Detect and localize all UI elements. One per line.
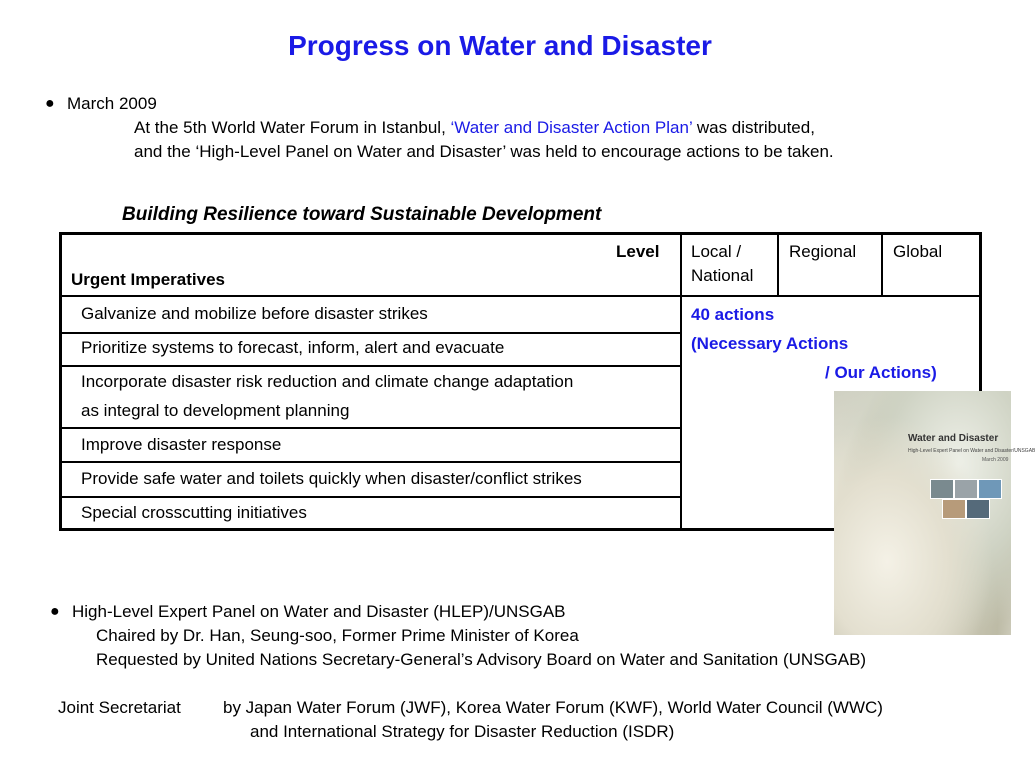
table-row: Special crosscutting initiatives (81, 503, 307, 522)
section1-line1-post: was distributed, (692, 118, 815, 137)
secretariat-line2: and International Strategy for Disaster Reduction (ISDR) (250, 722, 675, 741)
cover-date: March 2009 (982, 457, 1009, 463)
actions-necessary: (Necessary Actions (691, 334, 849, 353)
table-row: Improve disaster response (81, 435, 282, 454)
table-row: Galvanize and mobilize before disaster strikes (81, 304, 428, 323)
section1-line1 (134, 116, 815, 140)
col-local-header-2: National (691, 266, 754, 285)
hlep-title: High-Level Expert Panel on Water and Disaster (HLEP)/UNSGAB (72, 602, 566, 621)
table-divider (59, 496, 681, 498)
table-divider (59, 295, 982, 297)
table-divider (777, 232, 779, 296)
section1-line2: and the ‘High-Level Panel on Water and Disaster’ was held to encourage actions to be taken. (134, 142, 834, 161)
cover-title: Water and Disaster (908, 433, 999, 444)
secretariat-label: Joint Secretariat (58, 698, 181, 717)
table-row: Prioritize systems to forecast, inform, alert and evacuate (81, 338, 505, 357)
table-divider (59, 427, 681, 429)
table-divider (59, 461, 681, 463)
table-divider (680, 232, 682, 531)
secretariat-line1: by Japan Water Forum (JWF), Korea Water Forum (KWF), World Water Council (WWC) (223, 698, 883, 717)
page-title: Progress on Water and Disaster (288, 30, 712, 61)
cover-photo-thumb (942, 499, 966, 519)
action-plan-link: ‘Water and Disaster Action Plan’ (450, 118, 693, 137)
col-local-header: Local / (691, 242, 742, 261)
actions-ours: / Our Actions) (825, 363, 937, 382)
section1-date: March 2009 (67, 94, 157, 113)
actions-count: 40 actions (691, 305, 775, 324)
level-header: Level (616, 242, 660, 261)
table-row: Provide safe water and toilets quickly when disaster/conflict strikes (81, 469, 582, 488)
col-global-header: Global (893, 242, 943, 261)
bullet-icon: ● (50, 603, 60, 620)
table-row-continued: as integral to development planning (81, 401, 350, 420)
cover-photo-thumb (954, 479, 978, 499)
col-regional-header: Regional (789, 242, 857, 261)
report-cover-image (834, 391, 1035, 635)
imperatives-header: Urgent Imperatives (71, 270, 225, 289)
table-title: Building Resilience toward Sustainable Development (122, 204, 602, 225)
cover-photo-thumb (930, 479, 954, 499)
cover-photo-thumb (978, 479, 1002, 499)
hlep-request: Requested by United Nations Secretary-General’s Advisory Board on Water and Sanitation (UNSGAB) (96, 650, 867, 669)
cover-subtitle: High-Level Expert Panel on Water and Disaster/UNSGAB (908, 448, 1035, 454)
bullet-icon: ● (45, 95, 55, 112)
table-divider (881, 232, 883, 296)
table-row: Incorporate disaster risk reduction and climate change adaptation (81, 372, 574, 391)
section1-line1-pre: At the 5th World Water Forum in Istanbul, (134, 118, 451, 137)
table-divider (59, 365, 681, 367)
cover-photo-thumb (966, 499, 990, 519)
hlep-chair: Chaired by Dr. Han, Seung-soo, Former Prime Minister of Korea (96, 626, 579, 645)
